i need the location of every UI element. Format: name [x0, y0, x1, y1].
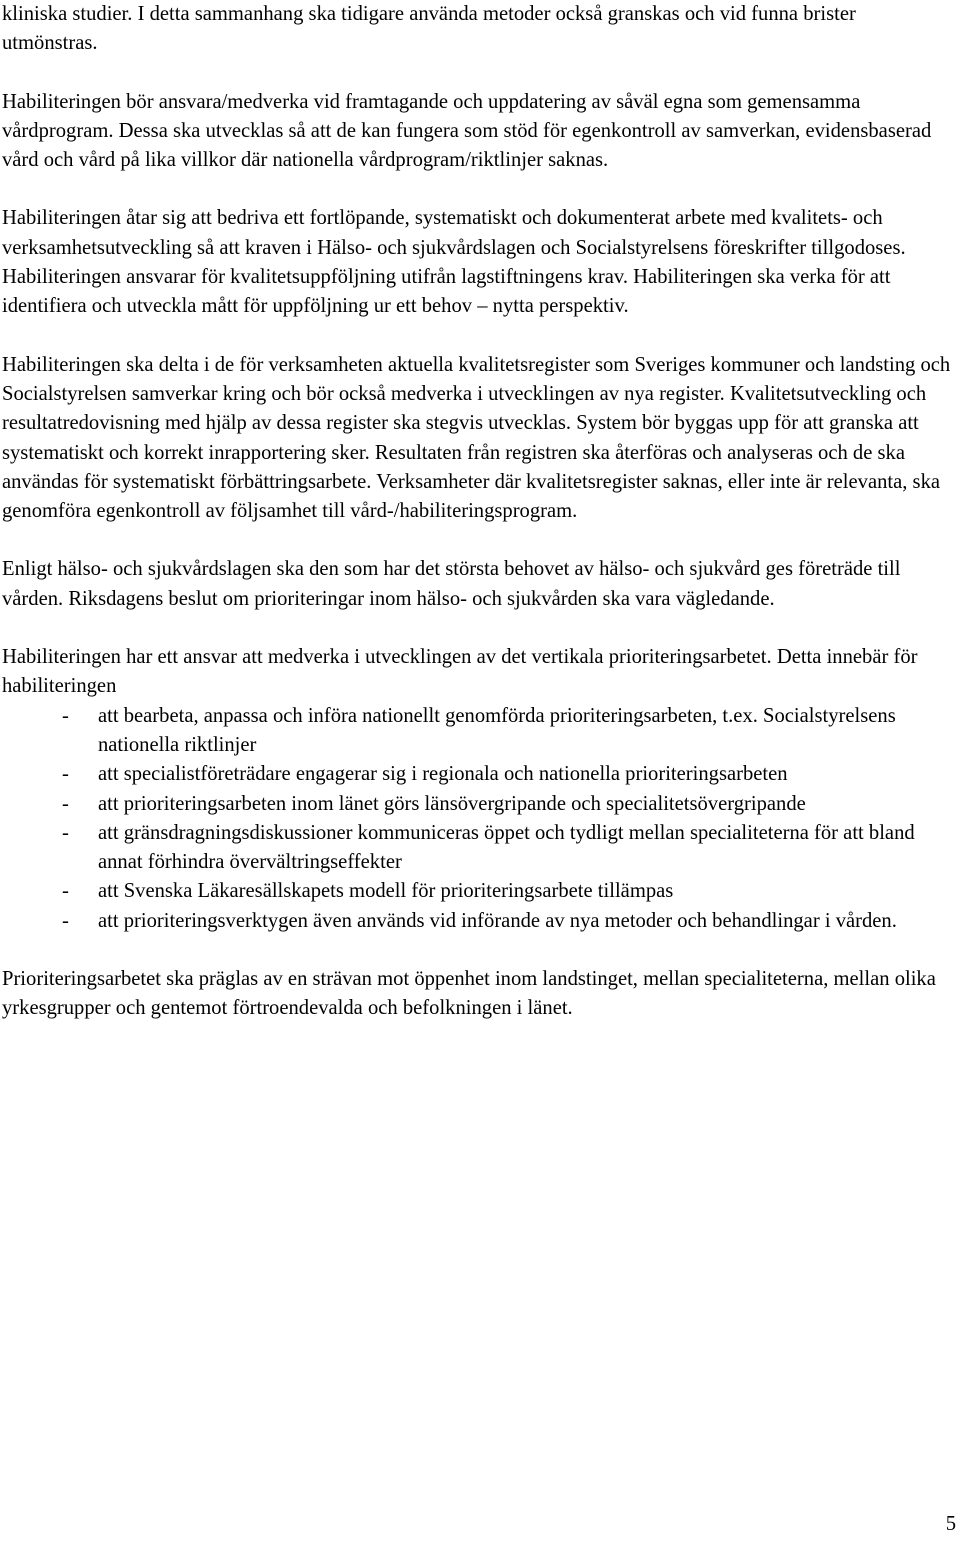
paragraph-clinical-studies: kliniska studier. I detta sammanhang ska tidigare använda metoder också granskas och vid funna brister utmönstras.: [2, 3, 856, 55]
paragraph-gap: [2, 526, 952, 555]
paragraph-gap: [2, 322, 952, 351]
paragraph-gap: [2, 59, 952, 88]
list-item-text: att prioriteringsverktygen även används vid införande av nya metoder och behandlingar i vården.: [98, 909, 897, 932]
list-dash: -: [62, 909, 69, 932]
list-dash: -: [62, 821, 69, 844]
list-item: [2, 760, 952, 789]
list-item: [2, 819, 952, 878]
paragraph-care-programs: Habiliteringen bör ansvara/medverka vid framtagande och uppdatering av såväl egna som gemensamma vårdprogram. Dessa ska utvecklas så att de kan fungera som stöd för egenkontroll av samverkan, evidensbaserad vård och vård på lika villkor där nationella vårdprogram/riktlinjer saknas.: [2, 90, 932, 172]
list-item: [2, 702, 952, 761]
paragraph-gap: [2, 175, 952, 204]
list-item: [2, 877, 952, 906]
list-dash: -: [62, 704, 69, 727]
paragraph-healthcare-law: Enligt hälso- och sjukvårdslagen ska den som har det största behovet av hälso- och sjukvård ges företräde till vården. Riksdagens beslut om prioriteringar inom hälso- och sjukvården ska vara vägledande.: [2, 558, 901, 610]
prioritization-list: [2, 702, 952, 936]
list-item: [2, 907, 952, 936]
paragraph-openness: Prioriteringsarbetet ska präglas av en strävan mot öppenhet inom landstinget, mellan specialiteterna, mellan olika yrkesgrupper och gentemot förtroendevalda och befolkningen i länet.: [2, 968, 936, 1020]
paragraph-prioritization-intro: Habiliteringen har ett ansvar att medverka i utvecklingen av det vertikala prioriteringsarbetet. Detta innebär för habiliteringen: [2, 646, 918, 698]
list-item-text: att specialistföreträdare engagerar sig i regionala och nationella prioriteringsarbeten: [98, 763, 788, 786]
paragraph-quality-work: Habiliteringen åtar sig att bedriva ett fortlöpande, systematiskt och dokumenterat arbete med kvalitets- och verksamhetsutveckling så att kraven i Hälso- och sjukvårdslagen och Socialstyrelsens föreskrifter tillgodoses. Habiliteringen ansvarar för kvalitetsuppföljning utifrån lagstiftningens krav. Habiliteringen ska verka för att identifiera och utveckla mått för uppföljning ur ett behov – nytta perspektiv.: [2, 207, 906, 318]
paragraph-gap: [2, 614, 952, 643]
page-number: 5: [945, 1513, 956, 1535]
paragraph-quality-registers: Habiliteringen ska delta i de för verksamheten aktuella kvalitetsregister som Sveriges kommuner och landsting och Socialstyrelsen samverkar kring och bör också medverka i utvecklingen av nya register. Kvalitetsutveckling och resultatredovisning med hjälp av dessa register ska stegvis utvecklas. System bör byggas upp för att granska att systematiskt och korrekt inrapportering sker. Resultaten från registren ska återföras och analyseras och de ska användas för systematiskt förbättringsarbete. Verksamheter där kvalitetsregister saknas, eller inte är relevanta, ska genomföra egenkontroll av följsamhet till vård-/habiliteringsprogram.: [2, 353, 951, 523]
list-item: [2, 790, 952, 819]
list-item-text: att gränsdragningsdiskussioner kommuniceras öppet och tydligt mellan specialiteterna för att bland annat förhindra övervältringseffekter: [98, 821, 915, 874]
list-item-text: att bearbeta, anpassa och införa nationellt genomförda prioriteringsarbeten, t.ex. Socialstyrelsens nationella riktlinjer: [98, 704, 896, 756]
list-item-text: att Svenska Läkaresällskapets modell för prioriteringsarbete tillämpas: [98, 880, 674, 903]
list-dash: -: [62, 792, 69, 815]
list-dash: -: [62, 763, 69, 786]
list-item-text: att prioriteringsarbeten inom länet görs länsövergripande och specialitetsövergripande: [98, 792, 806, 815]
list-dash: -: [62, 880, 69, 903]
paragraph-gap: [2, 936, 952, 965]
